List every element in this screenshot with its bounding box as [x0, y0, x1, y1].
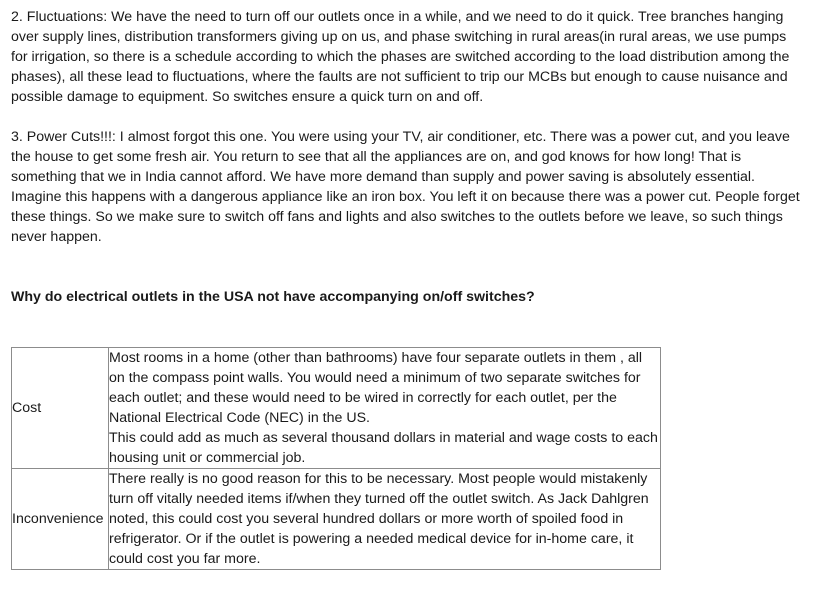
paragraph-power-cuts: 3. Power Cuts!!!: I almost forgot this one. You were using your TV, air conditioner, etc. There was a power cut, and you leave the house to get some fresh air. You return to see that all the appliances are on, and god knows for how long! That is something that we in India cannot afford. We have more demand than supply and power saving is absolutely essential. Imagine this happens with a dangerous appliance like an iron box. You left it on because there was a power cut. People forget these things. So we make sure to switch off fans and lights and also switches to the outlets before we leave, so such things never happen. [11, 129, 800, 245]
row-label-cost: Cost [12, 348, 109, 469]
table-row [12, 469, 661, 570]
paragraph-fluctuations: 2. Fluctuations: We have the need to turn off our outlets once in a while, and we need to do it quick. Tree branches hanging over supply lines, distribution transformers giving up on us, and phase switching in rural areas(in rural areas, we use pumps for irrigation, so there is a schedule according to which the phases are switched according to the load distribution among the phases), all these lead to fluctuations, where the faults are not sufficient to trip our MCBs but enough to cause nuisance and possible damage to equipment. So switches ensure a quick turn on and off. [11, 9, 790, 105]
row-description-cost [109, 348, 661, 469]
row-description-inconvenience [109, 469, 661, 570]
comparison-table [11, 347, 661, 570]
row-label-inconvenience: Inconvenience [12, 469, 109, 570]
cost-text-2: This could add as much as several thousand dollars in material and wage costs to each housing unit or commercial job. [109, 430, 658, 466]
section-heading: Why do electrical outlets in the USA not have accompanying on/off switches? [11, 289, 535, 305]
inconvenience-text: There really is no good reason for this to be necessary. Most people would mistakenly turn off vitally needed items if/when they turned off the outlet switch. As Jack Dahlgren noted, this could cost you several hundred dollars or more worth of spoiled food in refrigerator. Or if the outlet is powering a needed medical device for in-home care, it could cost you far more. [109, 471, 649, 567]
table-row [12, 348, 661, 469]
cost-text-1: Most rooms in a home (other than bathrooms) have four separate outlets in them , all on the compass point walls. You would need a minimum of two separate switches for each outlet; and these would need to be wired in correctly for each outlet, per the National Electrical Code (NEC) in the US. [109, 350, 643, 426]
